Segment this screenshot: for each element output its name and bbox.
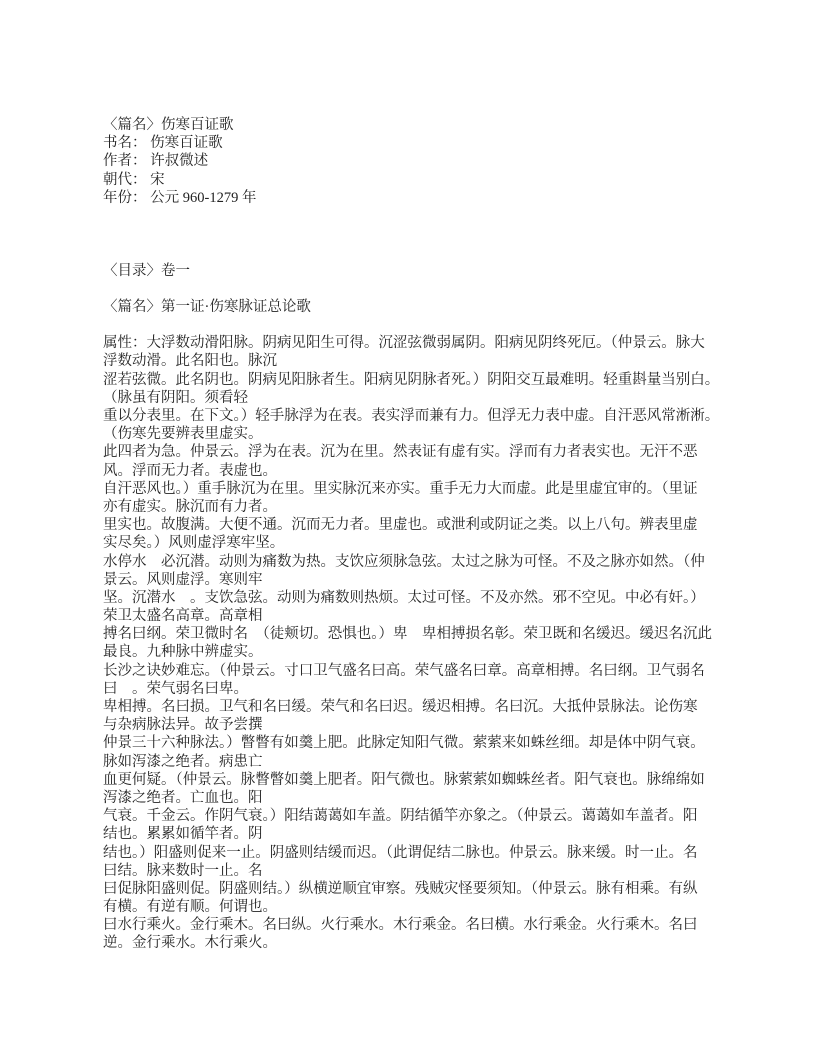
body-line: （伤寒先要辨表里虚实。 [103,426,263,443]
body-line: 荣卫太盛名高章。高章相 [103,608,263,625]
body-line: 曰水行乘火。金行乘木。名曰纵。火行乘水。木行乘金。名曰横。水行乘金。火行乘木。名曰 [103,917,698,934]
body-line: 结也。）阳盛则促来一止。阴盛则结缓而迟。（此谓促结二脉也。仲景云。脉来缓。时一止。名 [103,844,698,861]
body-line: 泻漆之绝者。亡血也。阳 [103,789,263,806]
body-text [103,334,743,952]
section-heading: 〈篇名〉第一证·伤寒脉证总论歌 [103,298,311,315]
body-line: 曰促脉阳盛则促。阴盛则结。）纵横逆顺宜审察。残贼灾怪要须知。（仲景云。脉有相乘。有纵 [103,880,698,897]
body-line: 属性：大浮数动滑阳脉。阴病见阳生可得。沉涩弦微弱属阴。阳病见阴终死厄。（仲景云。脉大 [103,335,705,352]
body-line: 里实也。故腹满。大便不通。沉而无力者。里虚也。或泄利或阴证之类。以上八句。辨表里虚 [103,517,698,534]
document-header [103,116,743,207]
body-line: 浮数动滑。此名阳也。脉沉 [103,353,277,370]
body-line: 实尽矣。）风则虚浮寒牢坚。 [103,535,285,552]
body-line: 有横。有逆有顺。何谓也。 [103,899,277,916]
header-line-author: 作者： 许叔微述 [103,153,209,170]
header-line-title-tag: 〈篇名〉伤寒百证歌 [103,117,234,133]
body-line: 最良。九种脉中辨虚实。 [103,644,263,661]
body-line: 重以分表里。在下文。）轻手脉浮为在表。表实浮而兼有力。但浮无力表中虚。自汗恶风常淅淅。 [103,408,720,425]
header-line-book-name: 书名： 伤寒百证歌 [103,135,223,152]
body-line: 风。浮而无力者。表虚也。 [103,462,277,479]
body-line: 逆。金行乘水。木行乘火。 [103,935,277,952]
header-line-year: 年份： 公元 960-1279 年 [103,189,257,206]
body-line: 景云。风则虚浮。寒则牢 [103,571,263,588]
body-line: 涩若弦微。此名阴也。阴病见阳脉者生。阳病见阴脉者死。）阴阳交互最难明。轻重斟量当别白。 [103,371,720,388]
body-line: 搏名曰纲。荣卫微时名 （徒颊切。恐惧也。）卑 卑相搏损名彰。荣卫既和名缓迟。缓迟名沉此 [103,626,712,643]
body-line: 自汗恶风也。）重手脉沉为在里。里实脉沉来亦实。重手无力大而虚。此是里虚宜审的。（里证 [103,480,698,497]
toc-heading: 〈目录〉卷一 [103,262,190,279]
body-line: 与杂病脉法异。故予尝撰 [103,717,263,734]
body-line: 坚。沉潜水 。支饮急弦。动则为痛数则热烦。太过可怪。不及亦然。邪不空见。中必有奸。） [103,589,705,606]
body-line: 气衰。千金云。作阴气衰。）阳结蔼蔼如车盖。阴结循竿亦象之。（仲景云。蔼蔼如车盖者。阳 [103,808,698,825]
body-line: 此四者为急。仲景云。浮为在表。沉为在里。然表证有虚有实。浮而有力者表实也。无汗不恶 [103,444,698,461]
body-line: 曰结。脉来数时一止。名 [103,862,263,879]
body-line: （脉虽有阴阳。须看轻 [103,389,248,406]
body-line: 水停水 必沉潜。动则为痛数为热。支饮应须脉急弦。太过之脉为可怪。不及之脉亦如然。（仲 [103,553,705,570]
header-line-dynasty: 朝代： 宋 [103,171,165,188]
body-line: 曰 。荣气弱名曰卑。 [103,680,248,697]
body-line: 长沙之诀妙难忘。（仲景云。寸口卫气盛名曰高。荣气盛名曰章。高章相搏。名曰纲。卫气弱名 [103,662,705,679]
body-line: 结也。累累如循竿者。阴 [103,826,263,843]
body-line: 血更何疑。（仲景云。脉瞥瞥如羹上肥者。阳气微也。脉萦萦如蜘蛛丝者。阳气衰也。脉绵绵如 [103,771,705,788]
body-line: 仲景三十六种脉法。）瞥瞥有如羹上肥。此脉定知阳气微。萦萦来如蛛丝细。却是体中阴气衰。 [103,735,705,752]
body-line: 脉如泻漆之绝者。病患亡 [103,753,263,770]
body-line: 卑相搏。名曰损。卫气和名曰缓。荣气和名曰迟。缓迟相搏。名曰沉。大抵仲景脉法。论伤寒 [103,699,698,716]
body-line: 亦有虚实。脉沉而有力者。 [103,498,277,515]
document-content [103,116,743,953]
